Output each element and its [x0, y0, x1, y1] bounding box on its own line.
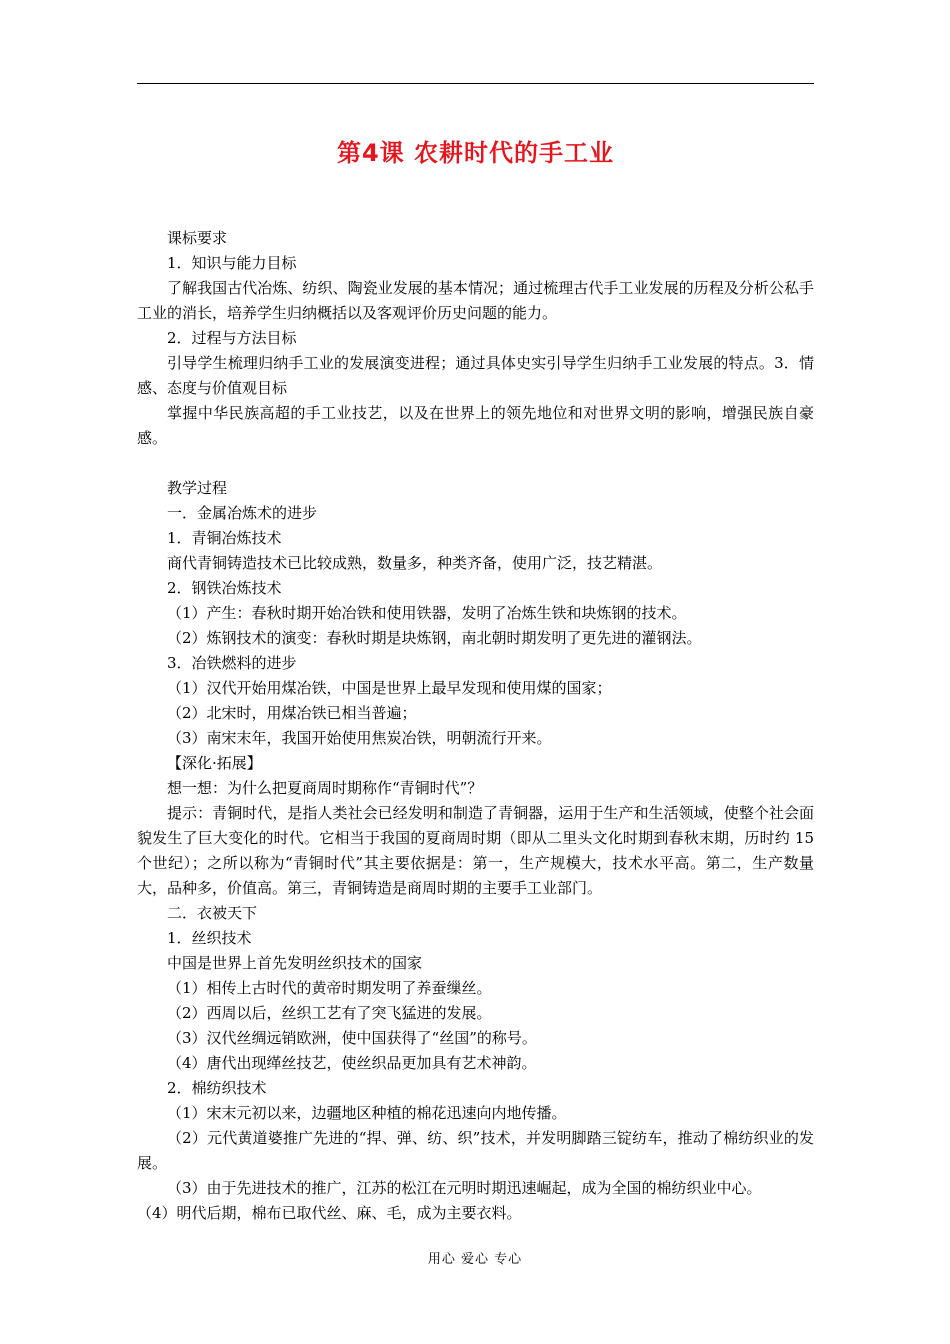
extend-heading: 【深化·拓展】 [167, 754, 262, 772]
process-heading: 教学过程 [167, 479, 228, 497]
bronze-text: 商代青铜铸造技术已比较成熟，数量多，种类齐备，使用广泛，技艺精湛。 [167, 554, 663, 572]
silk-item-1: （1）相传上古时代的黄帝时期发明了养蚕缫丝。 [167, 979, 492, 997]
steel-heading: 2．钢铁冶炼技术 [167, 579, 282, 597]
hint-text: 提示：青铜时代，是指人类社会已经发明和制造了青铜器，运用于生产和生活领域，使整个社会面貌发生了巨大变化的时代。它相当于我国的夏商周时期（即从二里头文化时期到春秋末期，历时约 15 个世纪）；之所以称为“青铜时代”其主要依据是：第一，生产规模大，技术水平高。第二，生产数量大，品种多，价值高。第三，青铜铸造是商周时期的主要手工业部门。 [137, 804, 814, 897]
silk-item-2: （2）西周以后，丝织工艺有了突飞猛进的发展。 [167, 1004, 492, 1022]
think-question: 想一想：为什么把夏商周时期称作“青铜时代”？ [167, 779, 483, 797]
silk-item-3: （3）汉代丝绸远销欧洲，使中国获得了“丝国”的称号。 [167, 1029, 537, 1047]
goal1-text: 了解我国古代冶炼、纺织、陶瓷业发展的基本情况；通过梳理古代手工业发展的历程及分析公私手工业的消长，培养学生归纳概括以及客观评价历史问题的能力。 [137, 279, 814, 322]
cotton-item-1: （1）宋末元初以来，边疆地区种植的棉花迅速向内地传播。 [167, 1104, 567, 1122]
document-body [137, 226, 814, 1226]
goal3-text: 掌握中华民族高超的手工业技艺，以及在世界上的领先地位和对世界文明的影响，增强民族自豪感。 [137, 404, 814, 447]
fuel-heading: 3．冶铁燃料的进步 [167, 654, 297, 672]
fuel-item-1: （1）汉代开始用煤冶铁，中国是世界上最早发现和使用煤的国家； [167, 679, 612, 697]
goal1-heading: 1．知识与能力目标 [167, 254, 297, 272]
silk-item-4: （4）唐代出现缂丝技艺，使丝织品更加具有艺术神韵。 [167, 1054, 537, 1072]
bronze-heading: 1．青铜冶炼技术 [167, 529, 282, 547]
cotton-heading: 2．棉纺织技术 [167, 1079, 267, 1097]
fuel-item-3: （3）南宋末年，我国开始使用焦炭冶铁，明朝流行开来。 [167, 729, 552, 747]
fuel-item-2: （2）北宋时，用煤冶铁已相当普遍； [167, 704, 417, 722]
goal2-text: 引导学生梳理归纳手工业的发展演变进程；通过具体史实引导学生归纳手工业发展的特点。3．情感、态度与价值观目标 [137, 354, 814, 397]
cotton-item-4: （4）明代后期，棉布已取代丝、麻、毛，成为主要衣料。 [137, 1204, 522, 1222]
cotton-item-2: （2）元代黄道婆推广先进的“捍、弹、纺、织”技术，并发明脚踏三锭纺车，推动了棉纺织业的发展。 [137, 1129, 814, 1172]
goal2-heading: 2．过程与方法目标 [167, 329, 297, 347]
spacer [137, 451, 814, 476]
steel-item-1: （1）产生：春秋时期开始冶铁和使用铁器，发明了冶炼生铁和块炼钢的技术。 [167, 604, 687, 622]
page-footer: 用心 爱心 专心 [427, 1252, 523, 1267]
cotton-item-3: （3）由于先进技术的推广，江苏的松江在元明时期迅速崛起，成为全国的棉纺织业中心。 [167, 1179, 762, 1197]
section2-heading: 二．衣被天下 [167, 904, 258, 922]
lesson-title: 第4课 农耕时代的手工业 [336, 139, 615, 167]
silk-intro: 中国是世界上首先发明丝织技术的国家 [167, 954, 423, 972]
silk-heading: 1．丝织技术 [167, 929, 252, 947]
steel-item-2: （2）炼钢技术的演变：春秋时期是块炼钢，南北朝时期发明了更先进的灌钢法。 [167, 629, 702, 647]
section1-heading: 一．金属冶炼术的进步 [167, 504, 318, 522]
standards-heading: 课标要求 [167, 229, 228, 247]
header-rule [137, 83, 814, 84]
